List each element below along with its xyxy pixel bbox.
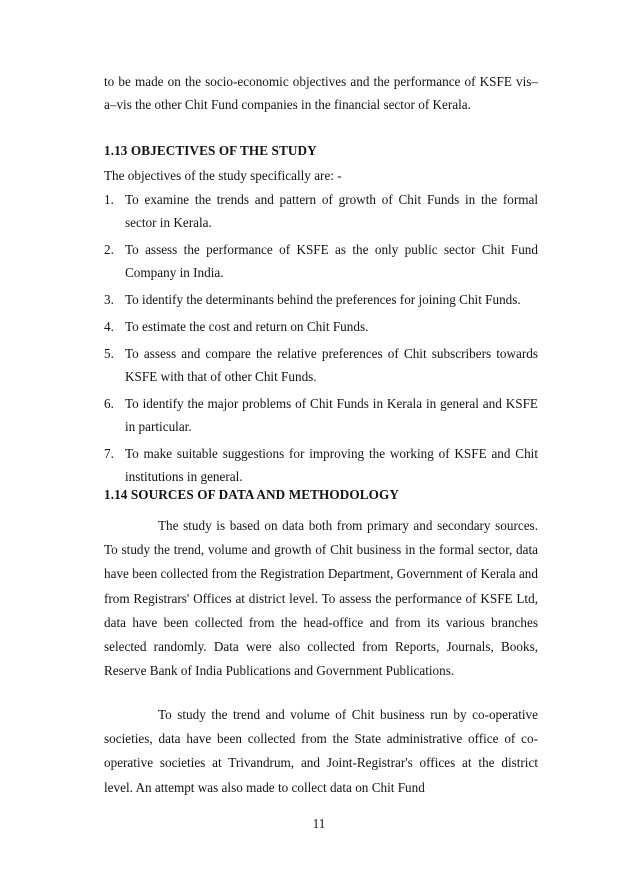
objective-item xyxy=(104,188,538,234)
objectives-list xyxy=(104,188,538,492)
objective-item xyxy=(104,315,538,338)
objective-number: 3. xyxy=(104,292,114,307)
page-number: 11 xyxy=(312,816,326,831)
objective-item xyxy=(104,288,538,311)
objective-text: To assess the performance of KSFE as the only public sector Chit Fund Company in India. xyxy=(125,242,538,280)
objectives-heading: 1.13 OBJECTIVES OF THE STUDY xyxy=(104,143,317,158)
intro-paragraph: to be made on the socio-economic objectives and the performance of KSFE vis–a–vis the other Chit Fund companies in the financial sector of Kerala. xyxy=(104,74,538,112)
objective-number: 2. xyxy=(104,242,114,257)
objective-text: To estimate the cost and return on Chit Funds. xyxy=(125,319,369,334)
objective-number: 1. xyxy=(104,192,114,207)
objective-item xyxy=(104,342,538,388)
objective-text: To assess and compare the relative preferences of Chit subscribers towards KSFE with that of other Chit Funds. xyxy=(125,346,538,384)
objective-number: 6. xyxy=(104,396,114,411)
objective-item xyxy=(104,392,538,438)
objective-item xyxy=(104,442,538,488)
objective-text: To identify the determinants behind the preferences for joining Chit Funds. xyxy=(125,292,521,307)
objective-number: 5. xyxy=(104,346,114,361)
sources-paragraph-2: To study the trend and volume of Chit business run by co-operative societies, data have been collected from the State administrative office of co-operative societies at Trivandrum, and Joint-Registrar's offices at the district level. An attempt was also made to collect data on Chit Fund xyxy=(104,707,538,795)
objectives-lead: The objectives of the study specifically are: - xyxy=(104,168,342,183)
objective-number: 4. xyxy=(104,319,114,334)
objective-text: To examine the trends and pattern of growth of Chit Funds in the formal sector in Kerala. xyxy=(125,192,538,230)
objective-item xyxy=(104,238,538,284)
sources-heading: 1.14 SOURCES OF DATA AND METHODOLOGY xyxy=(104,487,399,502)
objective-text: To make suitable suggestions for improving the working of KSFE and Chit institutions in general. xyxy=(125,446,538,484)
sources-paragraph-1: The study is based on data both from primary and secondary sources. To study the trend, volume and growth of Chit business in the formal sector, data have been collected from the Registration Department, Government of Kerala and from Registrars' Offices at district level. To assess the performance of KSFE Ltd, data have been collected from the head-office and from its various branches selected randomly. Data were also collected from Reports, Journals, Books, Reserve Bank of India Publications and Government Publications. xyxy=(104,518,538,679)
objective-text: To identify the major problems of Chit Funds in Kerala in general and KSFE in particular. xyxy=(125,396,538,434)
objective-number: 7. xyxy=(104,446,114,461)
